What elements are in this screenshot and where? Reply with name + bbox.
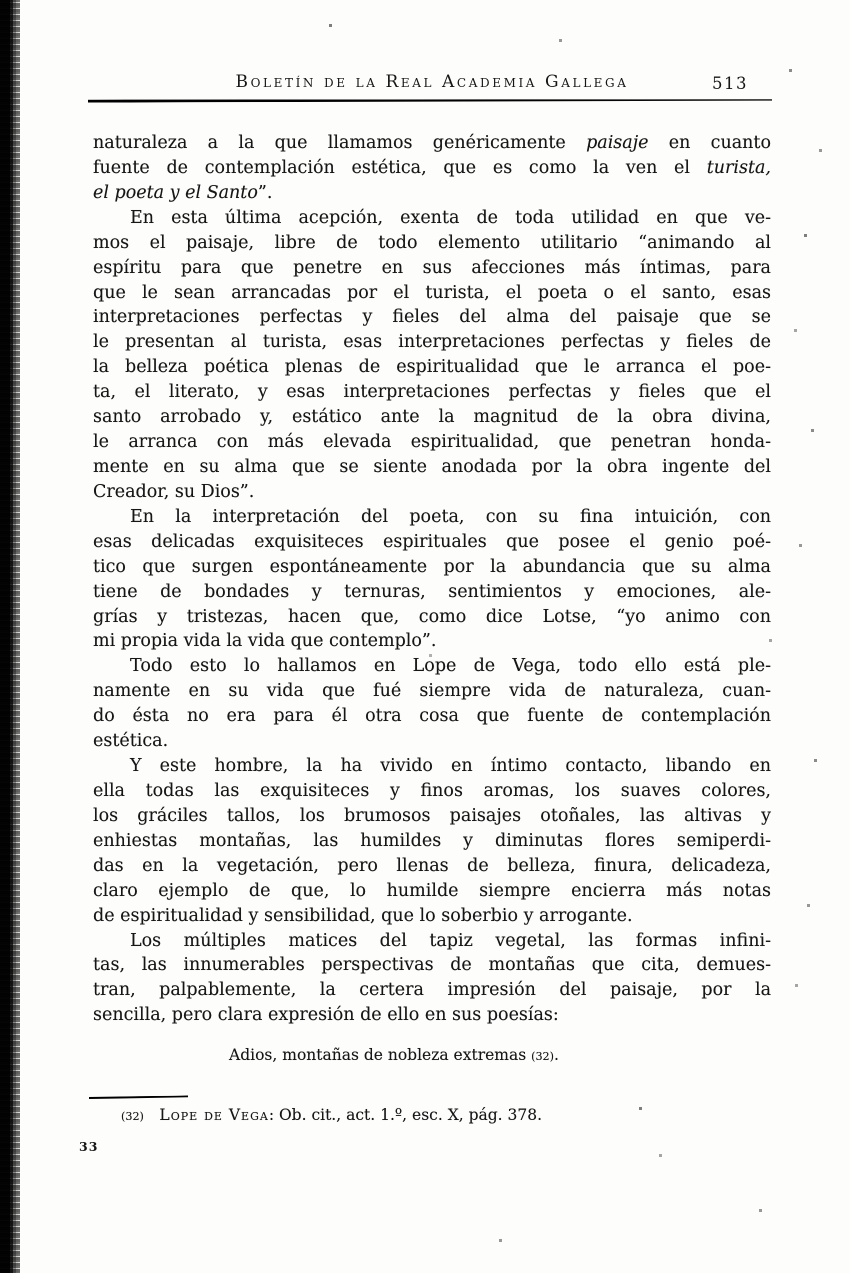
text-line — [93, 281, 771, 306]
text-block — [93, 131, 771, 1028]
text-line — [93, 430, 771, 455]
text-segment — [144, 1106, 160, 1124]
text-segment: namente en su vida que fué siempre vida de naturaleza, cuan- — [93, 681, 771, 702]
text-segment: tiene de bondades y ternuras, sentimientos y emociones, ale- — [93, 581, 771, 602]
text-segment: ella todas las exquisiteces y finos aromas, los suaves colores, — [93, 780, 771, 801]
text-line — [93, 729, 771, 754]
text-segment: Creador, su Dios”. — [93, 481, 255, 502]
text-segment: (32) — [531, 1050, 555, 1063]
text-line — [93, 829, 771, 854]
text-segment: de espiritualidad y sensibilidad, que lo soberbio y arrogante. — [93, 905, 633, 926]
text-line — [93, 679, 771, 704]
text-segment: turista, — [706, 157, 771, 178]
text-segment: tran, palpablemente, la certera impresión del paisaje, por la — [93, 980, 771, 1001]
text-segment: : Ob. cit., act. 1.º, esc. X, pág. 378. — [268, 1106, 543, 1124]
text-segment: mi propia vida la vida que contemplo”. — [93, 631, 437, 652]
text-segment: mos el paisaje, libre de todo elemento utilitario “animando al — [93, 232, 771, 253]
text-segment: tico que surgen espontáneamente por la abundancia que su alma — [93, 556, 771, 577]
text-line — [93, 405, 771, 430]
text-line — [93, 206, 771, 231]
text-line — [93, 330, 771, 355]
text-segment: Los múltiples matices del tapiz vegetal, las formas infini- — [130, 930, 771, 951]
text-line — [93, 256, 771, 281]
text-segment: Todo esto lo hallamos en Lope de Vega, todo ello está ple- — [130, 656, 771, 677]
text-line — [93, 555, 771, 580]
page-number: 513 — [712, 74, 748, 93]
scan-gutter-shadow — [0, 0, 20, 1273]
text-segment: naturaleza a la que llamamos genéricamente — [93, 133, 587, 153]
text-line — [93, 904, 771, 929]
text-segment: das en la vegetación, pero llenas de belleza, finura, delicadeza, — [93, 855, 771, 876]
text-segment: interpretaciones perfectas y fieles del alma del paisaje que se — [93, 307, 771, 328]
text-segment: santo arrobado y, estático ante la magnitud de la obra divina, — [93, 407, 771, 428]
text-segment: el poeta y el Santo — [93, 182, 258, 203]
footnote — [93, 1106, 771, 1124]
text-line — [93, 629, 771, 654]
text-segment: le presentan al turista, esas interpretaciones perfectas y fieles de — [93, 332, 771, 353]
text-segment: estética. — [93, 731, 169, 752]
text-line — [93, 854, 771, 879]
text-segment: en cuanto — [648, 133, 771, 153]
footnote-rule — [89, 1095, 188, 1099]
text-segment: ta, el literato, y esas interpretaciones perfectas y fieles que el — [93, 382, 771, 403]
text-segment: Adios, montañas de nobleza extremas — [229, 1046, 532, 1064]
text-line — [93, 654, 771, 679]
text-segment: enhiestas montañas, las humildes y diminutas flores semiperdi- — [93, 830, 771, 851]
signature-mark: 33 — [79, 1139, 99, 1154]
text-segment: la belleza poética plenas de espiritualidad que le arranca el poe- — [93, 357, 771, 378]
text-segment: (32) — [121, 1110, 144, 1123]
text-line — [93, 455, 771, 480]
text-segment: En esta última acepción, exenta de toda utilidad en que ve- — [130, 207, 771, 228]
text-segment: do ésta no era para él otra cosa que fuente de contemplación — [93, 706, 771, 727]
text-line — [93, 505, 771, 530]
text-segment: En la interpretación del poeta, con su fina intuición, con — [130, 506, 771, 527]
text-line — [93, 355, 771, 380]
text-segment: claro ejemplo de que, lo humilde siempre encierra más notas — [93, 880, 771, 901]
text-line — [93, 879, 771, 904]
text-segment: Y este hombre, la ha vivido en íntimo contacto, libando en — [130, 756, 771, 777]
text-segment: Lope de Vega — [159, 1106, 269, 1124]
text-segment: que le sean arrancadas por el turista, el poeta o el santo, esas — [93, 282, 771, 303]
text-line — [93, 953, 771, 978]
text-line — [93, 181, 771, 206]
verse-line — [55, 1046, 733, 1064]
text-segment: fuente de contemplación estética, que es como la ven el — [93, 157, 707, 178]
text-segment: sencilla, pero clara expresión de ello en sus poesías: — [93, 1005, 559, 1026]
text-line — [93, 978, 771, 1003]
text-line — [93, 605, 771, 630]
text-line — [93, 580, 771, 605]
text-segment: paisaje — [586, 133, 649, 153]
text-line — [93, 704, 771, 729]
text-segment: espíritu para que penetre en sus afecciones más íntimas, para — [93, 257, 771, 278]
text-line — [93, 131, 771, 156]
text-segment: mente en su alma que se siente anodada por la obra ingente del — [93, 456, 771, 477]
text-line — [93, 754, 771, 779]
text-line — [93, 231, 771, 256]
text-segment: los gráciles tallos, los brumosos paisajes otoñales, las altivas y — [93, 805, 771, 826]
text-line — [93, 804, 771, 829]
text-line — [93, 480, 771, 505]
text-line — [93, 305, 771, 330]
text-line — [93, 156, 771, 181]
scan-speckles — [0, 0, 1, 1]
text-line — [93, 380, 771, 405]
text-segment: tas, las innumerables perspectivas de montañas que cita, demues- — [93, 955, 771, 976]
text-segment: esas delicadas exquisiteces espirituales que posee el genio poé- — [93, 531, 771, 552]
text-segment: ”. — [257, 182, 273, 203]
journal-title: Boletín de la Real Academia Gallega — [235, 72, 629, 92]
text-line — [93, 929, 771, 954]
text-line — [93, 779, 771, 804]
text-segment: le arranca con más elevada espiritualidad, que penetran honda- — [93, 432, 771, 453]
text-line — [93, 1003, 771, 1028]
text-segment: . — [554, 1046, 559, 1064]
text-line — [93, 530, 771, 555]
header-rule — [88, 98, 772, 102]
text-segment: grías y tristezas, hacen que, como dice Lotse, “yo animo con — [93, 606, 771, 627]
